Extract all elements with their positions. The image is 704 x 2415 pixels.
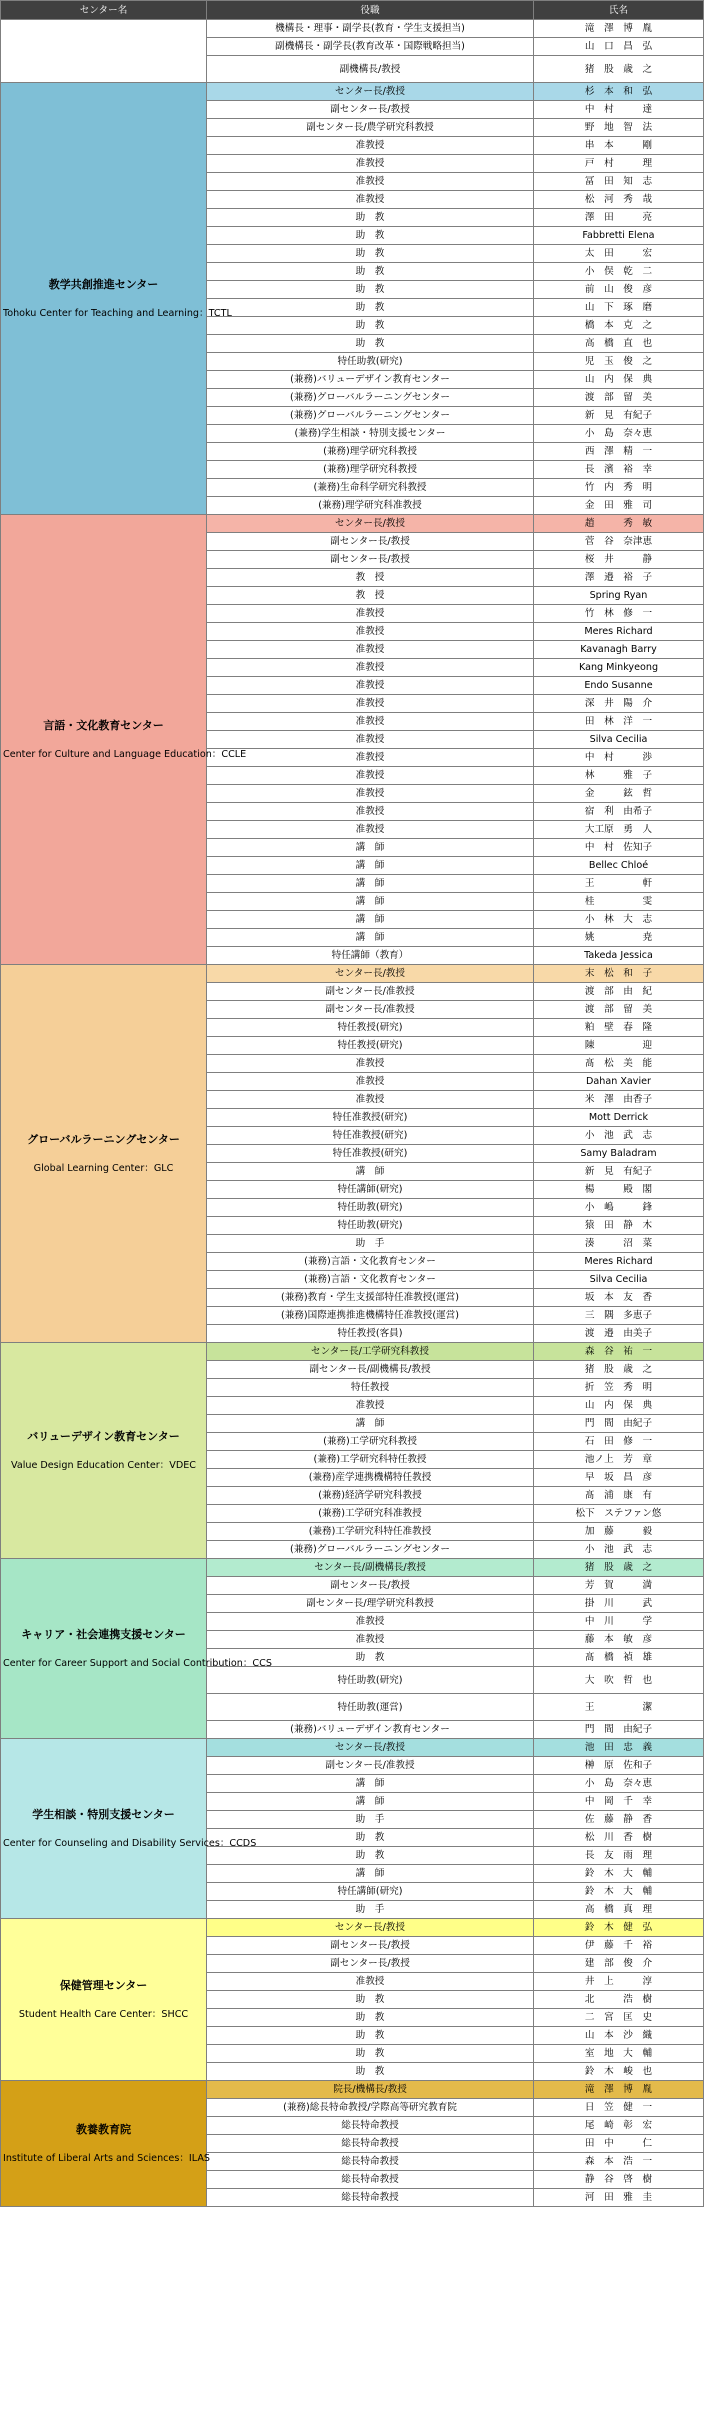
center-name-cell bbox=[1, 20, 207, 83]
role-cell: 特任准教授(研究) bbox=[207, 1127, 534, 1145]
name-cell: 金 鉉 哲 bbox=[534, 785, 704, 803]
name-cell: 坂 本 友 香 bbox=[534, 1289, 704, 1307]
name-cell: 山 本 沙 織 bbox=[534, 2027, 704, 2045]
name-cell: Silva Cecilia bbox=[534, 731, 704, 749]
name-cell: Dahan Xavier bbox=[534, 1073, 704, 1091]
role-cell: 特任教授(研究) bbox=[207, 1037, 534, 1055]
role-cell: 教 授 bbox=[207, 569, 534, 587]
name-cell: Kang Minkyeong bbox=[534, 659, 704, 677]
name-cell: 桂 雯 bbox=[534, 893, 704, 911]
role-cell: 助 教 bbox=[207, 209, 534, 227]
role-cell: (兼務)バリューデザイン教育センター bbox=[207, 1721, 534, 1739]
center-name-en: Center for Culture and Language Education：CCLE bbox=[3, 748, 247, 760]
name-cell: 池ノ上 芳 章 bbox=[534, 1451, 704, 1469]
center-name-cell bbox=[1, 965, 207, 1343]
name-cell: 王 潔 bbox=[534, 1694, 704, 1721]
role-cell: 特任准教授(研究) bbox=[207, 1145, 534, 1163]
role-cell: 特任教授 bbox=[207, 1379, 534, 1397]
name-cell: 静 谷 啓 樹 bbox=[534, 2171, 704, 2189]
name-cell: 三 隅 多恵子 bbox=[534, 1307, 704, 1325]
role-cell: センター長/教授 bbox=[207, 965, 534, 983]
name-cell: 姚 尭 bbox=[534, 929, 704, 947]
name-cell: 陳 迎 bbox=[534, 1037, 704, 1055]
center-name-cell bbox=[1, 1343, 207, 1559]
name-cell: 門 間 由紀子 bbox=[534, 1415, 704, 1433]
role-cell: 講 師 bbox=[207, 1163, 534, 1181]
name-cell: 鈴 木 健 弘 bbox=[534, 1919, 704, 1937]
role-cell: 准教授 bbox=[207, 695, 534, 713]
role-cell: 院長/機構長/教授 bbox=[207, 2081, 534, 2099]
name-cell: 渡 部 由 紀 bbox=[534, 983, 704, 1001]
name-cell: 鈴 木 峻 也 bbox=[534, 2063, 704, 2081]
name-cell: 小 林 大 志 bbox=[534, 911, 704, 929]
table-row bbox=[1, 965, 704, 983]
name-cell: 渡 邉 由美子 bbox=[534, 1325, 704, 1343]
name-cell: 高 橋 真 理 bbox=[534, 1901, 704, 1919]
role-cell: 副機構長/教授 bbox=[207, 56, 534, 83]
name-cell: 宿 利 由希子 bbox=[534, 803, 704, 821]
role-cell: 副センター長/理学研究科教授 bbox=[207, 1595, 534, 1613]
role-cell: 准教授 bbox=[207, 1613, 534, 1631]
name-cell: 折 笠 秀 明 bbox=[534, 1379, 704, 1397]
role-cell: 准教授 bbox=[207, 155, 534, 173]
role-cell: 助 教 bbox=[207, 263, 534, 281]
role-cell: 准教授 bbox=[207, 1091, 534, 1109]
center-name-en: Value Design Education Center：VDEC bbox=[11, 1459, 196, 1471]
role-cell: 講 師 bbox=[207, 1415, 534, 1433]
role-cell: 准教授 bbox=[207, 785, 534, 803]
name-cell: 鈴 木 大 輔 bbox=[534, 1883, 704, 1901]
role-cell: (兼務)学生相談・特別支援センター bbox=[207, 425, 534, 443]
name-cell: 米 澤 由香子 bbox=[534, 1091, 704, 1109]
center-name-cell bbox=[1, 2081, 210, 2207]
header-role: 役職 bbox=[207, 1, 534, 20]
name-cell: 藤 本 敏 彦 bbox=[534, 1631, 704, 1649]
role-cell: 特任教授(客員) bbox=[207, 1325, 534, 1343]
role-cell: 特任教授(研究) bbox=[207, 1019, 534, 1037]
name-cell: 山 下 琢 磨 bbox=[534, 299, 704, 317]
header-name: 氏名 bbox=[534, 1, 704, 20]
role-cell: (兼務)工学研究科教授 bbox=[207, 1433, 534, 1451]
role-cell: (兼務)理学研究科教授 bbox=[207, 443, 534, 461]
name-cell: 小 嶋 鋒 bbox=[534, 1199, 704, 1217]
name-cell: 澤 邉 裕 子 bbox=[534, 569, 704, 587]
role-cell: 副センター長/教授 bbox=[207, 101, 534, 119]
header-center: センター名 bbox=[1, 1, 207, 20]
name-cell: 高 橋 直 也 bbox=[534, 335, 704, 353]
role-cell: 総長特命教授 bbox=[207, 2171, 534, 2189]
name-cell: Meres Richard bbox=[534, 1253, 704, 1271]
name-cell: 前 山 俊 彦 bbox=[534, 281, 704, 299]
name-cell: 長 友 雨 理 bbox=[534, 1847, 704, 1865]
name-cell: 山 口 昌 弘 bbox=[534, 38, 704, 56]
role-cell: 助 教 bbox=[207, 2027, 534, 2045]
role-cell: 特任講師(研究) bbox=[207, 1181, 534, 1199]
role-cell: 助 教 bbox=[207, 281, 534, 299]
name-cell: 二 宮 匡 史 bbox=[534, 2009, 704, 2027]
name-cell: Takeda Jessica bbox=[534, 947, 704, 965]
center-name-en: Center for Career Support and Social Contribution：CCS bbox=[3, 1657, 272, 1669]
name-cell: 小 島 奈々恵 bbox=[534, 1775, 704, 1793]
name-cell: Meres Richard bbox=[534, 623, 704, 641]
name-cell: 森 谷 祐 一 bbox=[534, 1343, 704, 1361]
name-cell: 猿 田 静 木 bbox=[534, 1217, 704, 1235]
role-cell: 准教授 bbox=[207, 1397, 534, 1415]
name-cell: Silva Cecilia bbox=[534, 1271, 704, 1289]
role-cell: 准教授 bbox=[207, 1973, 534, 1991]
name-cell: 鈴 木 大 輔 bbox=[534, 1865, 704, 1883]
name-cell: 滝 澤 博 胤 bbox=[534, 20, 704, 38]
role-cell: 准教授 bbox=[207, 137, 534, 155]
role-cell: (兼務)国際連携推進機構特任准教授(運営) bbox=[207, 1307, 534, 1325]
role-cell: (兼務)工学研究科特任教授 bbox=[207, 1451, 534, 1469]
name-cell: 戸 村 理 bbox=[534, 155, 704, 173]
name-cell: 杉 本 和 弘 bbox=[534, 83, 704, 101]
role-cell: センター長/工学研究科教授 bbox=[207, 1343, 534, 1361]
name-cell: 佐 藤 静 香 bbox=[534, 1811, 704, 1829]
role-cell: 助 手 bbox=[207, 1235, 534, 1253]
name-cell: 中 村 達 bbox=[534, 101, 704, 119]
role-cell: 副センター長/准教授 bbox=[207, 1001, 534, 1019]
table-row bbox=[1, 515, 704, 533]
name-cell: 児 玉 俊 之 bbox=[534, 353, 704, 371]
name-cell: 中 岡 千 幸 bbox=[534, 1793, 704, 1811]
role-cell: 准教授 bbox=[207, 821, 534, 839]
name-cell: 髙 松 美 能 bbox=[534, 1055, 704, 1073]
role-cell: 特任准教授(研究) bbox=[207, 1109, 534, 1127]
name-cell: 松下 ステファン悠 bbox=[534, 1505, 704, 1523]
role-cell: 副センター長/副機構長/教授 bbox=[207, 1361, 534, 1379]
role-cell: (兼務)工学研究科准教授 bbox=[207, 1505, 534, 1523]
role-cell: 准教授 bbox=[207, 767, 534, 785]
role-cell: 特任助教(研究) bbox=[207, 353, 534, 371]
role-cell: 講 師 bbox=[207, 839, 534, 857]
role-cell: センター長/教授 bbox=[207, 515, 534, 533]
name-cell: 日 笠 健 一 bbox=[534, 2099, 704, 2117]
role-cell: 准教授 bbox=[207, 641, 534, 659]
role-cell: (兼務)総長特命教授/学際高等研究教育院 bbox=[207, 2099, 534, 2117]
name-cell: 小 池 武 志 bbox=[534, 1541, 704, 1559]
role-cell: 助 教 bbox=[207, 245, 534, 263]
center-name-ja: グローバルラーニングセンター bbox=[27, 1132, 180, 1146]
name-cell: 竹 林 修 一 bbox=[534, 605, 704, 623]
name-cell: 粕 壁 春 隆 bbox=[534, 1019, 704, 1037]
role-cell: (兼務)バリューデザイン教育センター bbox=[207, 371, 534, 389]
name-cell: 渡 部 留 美 bbox=[534, 1001, 704, 1019]
role-cell: 准教授 bbox=[207, 605, 534, 623]
name-cell: 澤 田 亮 bbox=[534, 209, 704, 227]
name-cell: 池 田 忠 義 bbox=[534, 1739, 704, 1757]
role-cell: (兼務)グローバルラーニングセンター bbox=[207, 389, 534, 407]
role-cell: 副センター長/准教授 bbox=[207, 983, 534, 1001]
role-cell: 助 教 bbox=[207, 335, 534, 353]
role-cell: センター長/教授 bbox=[207, 83, 534, 101]
role-cell: 講 師 bbox=[207, 1775, 534, 1793]
name-cell: 尾 崎 彰 宏 bbox=[534, 2117, 704, 2135]
table-row bbox=[1, 20, 704, 38]
role-cell: (兼務)理学研究科准教授 bbox=[207, 497, 534, 515]
role-cell: 総長特命教授 bbox=[207, 2135, 534, 2153]
table-row bbox=[1, 1919, 704, 1937]
role-cell: 准教授 bbox=[207, 191, 534, 209]
role-cell: (兼務)グローバルラーニングセンター bbox=[207, 1541, 534, 1559]
name-cell: 新 見 有紀子 bbox=[534, 1163, 704, 1181]
center-name-cell bbox=[1, 515, 247, 965]
role-cell: 副センター長/教授 bbox=[207, 1577, 534, 1595]
name-cell: 新 見 有紀子 bbox=[534, 407, 704, 425]
name-cell: 早 坂 昌 彦 bbox=[534, 1469, 704, 1487]
center-name-en: Institute of Liberal Arts and Sciences：ILAS bbox=[3, 2152, 210, 2164]
center-name-en: Center for Counseling and Disability Services：CCDS bbox=[3, 1837, 257, 1849]
role-cell: 助 教 bbox=[207, 1649, 534, 1667]
role-cell: 准教授 bbox=[207, 803, 534, 821]
role-cell: 副センター長/農学研究科教授 bbox=[207, 119, 534, 137]
name-cell: 猪 股 歳 之 bbox=[534, 1361, 704, 1379]
role-cell: 助 教 bbox=[207, 2045, 534, 2063]
name-cell: 森 本 浩 一 bbox=[534, 2153, 704, 2171]
center-name-en: Global Learning Center：GLC bbox=[33, 1162, 174, 1174]
name-cell: 小 池 武 志 bbox=[534, 1127, 704, 1145]
role-cell: 助 教 bbox=[207, 227, 534, 245]
role-cell: センター長/教授 bbox=[207, 1739, 534, 1757]
name-cell: 猪 股 歳 之 bbox=[534, 1559, 704, 1577]
role-cell: (兼務)理学研究科教授 bbox=[207, 461, 534, 479]
center-name-cell bbox=[1, 1559, 272, 1739]
role-cell: 助 教 bbox=[207, 1847, 534, 1865]
name-cell: 室 地 大 輔 bbox=[534, 2045, 704, 2063]
role-cell: センター長/副機構長/教授 bbox=[207, 1559, 534, 1577]
role-cell: 副センター長/教授 bbox=[207, 1955, 534, 1973]
name-cell: 榊 原 佐和子 bbox=[534, 1757, 704, 1775]
role-cell: 准教授 bbox=[207, 713, 534, 731]
role-cell: (兼務)グローバルラーニングセンター bbox=[207, 407, 534, 425]
table-row bbox=[1, 2081, 704, 2099]
name-cell: 建 部 俊 介 bbox=[534, 1955, 704, 1973]
center-name-ja: 教学共創推進センター bbox=[48, 277, 159, 291]
role-cell: 講 師 bbox=[207, 875, 534, 893]
role-cell: (兼務)生命科学研究科教授 bbox=[207, 479, 534, 497]
role-cell: 総長特命教授 bbox=[207, 2117, 534, 2135]
name-cell: 大工原 勇 人 bbox=[534, 821, 704, 839]
name-cell: 田 林 洋 一 bbox=[534, 713, 704, 731]
role-cell: 助 教 bbox=[207, 299, 534, 317]
role-cell: 准教授 bbox=[207, 173, 534, 191]
name-cell: Endo Susanne bbox=[534, 677, 704, 695]
name-cell: 田 中 仁 bbox=[534, 2135, 704, 2153]
role-cell: センター長/教授 bbox=[207, 1919, 534, 1937]
role-cell: (兼務)産学連携機構特任教授 bbox=[207, 1469, 534, 1487]
name-cell: 末 松 和 子 bbox=[534, 965, 704, 983]
center-name-ja: バリューデザイン教育センター bbox=[27, 1429, 180, 1443]
name-cell: 松 河 秀 哉 bbox=[534, 191, 704, 209]
role-cell: 准教授 bbox=[207, 623, 534, 641]
name-cell: 山 内 保 典 bbox=[534, 371, 704, 389]
name-cell: 中 川 学 bbox=[534, 1613, 704, 1631]
table-row bbox=[1, 83, 704, 101]
role-cell: 特任助教(研究) bbox=[207, 1667, 534, 1694]
role-cell: 助 手 bbox=[207, 1901, 534, 1919]
name-cell: 北 浩 樹 bbox=[534, 1991, 704, 2009]
name-cell: 松 川 香 樹 bbox=[534, 1829, 704, 1847]
name-cell: 湊 沼 菜 bbox=[534, 1235, 704, 1253]
name-cell: 井 上 淳 bbox=[534, 1973, 704, 1991]
center-name-cell bbox=[1, 1919, 207, 2081]
name-cell: 河 田 雅 圭 bbox=[534, 2189, 704, 2207]
name-cell: 小 島 奈々恵 bbox=[534, 425, 704, 443]
center-name-cell bbox=[1, 83, 232, 515]
center-name-cell bbox=[1, 1739, 257, 1919]
header-row bbox=[1, 1, 704, 20]
role-cell: (兼務)工学研究科特任准教授 bbox=[207, 1523, 534, 1541]
name-cell: 掛 川 武 bbox=[534, 1595, 704, 1613]
role-cell: (兼務)教育・学生支援部特任准教授(運営) bbox=[207, 1289, 534, 1307]
role-cell: 特任助教(研究) bbox=[207, 1199, 534, 1217]
name-cell: Samy Baladram bbox=[534, 1145, 704, 1163]
role-cell: 講 師 bbox=[207, 929, 534, 947]
name-cell: 冨 田 知 志 bbox=[534, 173, 704, 191]
role-cell: 機構長・理事・副学長(教育・学生支援担当) bbox=[207, 20, 534, 38]
name-cell: Bellec Chloé bbox=[534, 857, 704, 875]
name-cell: 深 井 陽 介 bbox=[534, 695, 704, 713]
center-name-ja: 保健管理センター bbox=[59, 1978, 148, 1992]
name-cell: 金 田 雅 司 bbox=[534, 497, 704, 515]
role-cell: 准教授 bbox=[207, 749, 534, 767]
name-cell: Kavanagh Barry bbox=[534, 641, 704, 659]
name-cell: 橋 本 克 之 bbox=[534, 317, 704, 335]
role-cell: 講 師 bbox=[207, 911, 534, 929]
name-cell: 西 澤 精 一 bbox=[534, 443, 704, 461]
role-cell: 准教授 bbox=[207, 731, 534, 749]
role-cell: 総長特命教授 bbox=[207, 2153, 534, 2171]
role-cell: 総長特命教授 bbox=[207, 2189, 534, 2207]
name-cell: 門 間 由紀子 bbox=[534, 1721, 704, 1739]
role-cell: 准教授 bbox=[207, 1073, 534, 1091]
name-cell: 髙 浦 康 有 bbox=[534, 1487, 704, 1505]
name-cell: 伊 藤 千 裕 bbox=[534, 1937, 704, 1955]
role-cell: 副センター長/教授 bbox=[207, 533, 534, 551]
role-cell: (兼務)言語・文化教育センター bbox=[207, 1271, 534, 1289]
name-cell: 中 村 佐知子 bbox=[534, 839, 704, 857]
name-cell: 太 田 宏 bbox=[534, 245, 704, 263]
name-cell: 加 藤 毅 bbox=[534, 1523, 704, 1541]
role-cell: 准教授 bbox=[207, 1055, 534, 1073]
role-cell: 特任助教(運営) bbox=[207, 1694, 534, 1721]
role-cell: 助 教 bbox=[207, 2063, 534, 2081]
name-cell: Mott Derrick bbox=[534, 1109, 704, 1127]
name-cell: 王 軒 bbox=[534, 875, 704, 893]
name-cell: Spring Ryan bbox=[534, 587, 704, 605]
name-cell: 野 地 智 法 bbox=[534, 119, 704, 137]
name-cell: 林 雅 子 bbox=[534, 767, 704, 785]
table-row bbox=[1, 1739, 704, 1757]
name-cell: 中 村 渉 bbox=[534, 749, 704, 767]
role-cell: 助 教 bbox=[207, 317, 534, 335]
name-cell: 大 吹 哲 也 bbox=[534, 1667, 704, 1694]
role-cell: (兼務)経済学研究科教授 bbox=[207, 1487, 534, 1505]
name-cell: 竹 内 秀 明 bbox=[534, 479, 704, 497]
center-name-ja: 教養教育院 bbox=[76, 2122, 131, 2136]
role-cell: 助 手 bbox=[207, 1811, 534, 1829]
table-row bbox=[1, 1559, 704, 1577]
role-cell: 講 師 bbox=[207, 893, 534, 911]
role-cell: 助 教 bbox=[207, 1991, 534, 2009]
name-cell: 長 濱 裕 幸 bbox=[534, 461, 704, 479]
name-cell: 渡 部 留 美 bbox=[534, 389, 704, 407]
center-name-en: Student Health Care Center：SHCC bbox=[18, 2008, 189, 2020]
name-cell: 石 田 修 一 bbox=[534, 1433, 704, 1451]
name-cell: 猪 股 歳 之 bbox=[534, 56, 704, 83]
name-cell: 菅 谷 奈津恵 bbox=[534, 533, 704, 551]
role-cell: 教 授 bbox=[207, 587, 534, 605]
name-cell: 小 俣 乾 二 bbox=[534, 263, 704, 281]
role-cell: 副センター長/教授 bbox=[207, 1937, 534, 1955]
name-cell: 山 内 保 典 bbox=[534, 1397, 704, 1415]
name-cell: 芳 賀 満 bbox=[534, 1577, 704, 1595]
role-cell: 講 師 bbox=[207, 1793, 534, 1811]
role-cell: (兼務)言語・文化教育センター bbox=[207, 1253, 534, 1271]
name-cell: Fabbretti Elena bbox=[534, 227, 704, 245]
center-name-ja: 学生相談・特別支援センター bbox=[32, 1807, 175, 1821]
role-cell: 助 教 bbox=[207, 2009, 534, 2027]
center-name-ja: キャリア・社会連携支援センター bbox=[21, 1627, 186, 1641]
center-name-en: Tohoku Center for Teaching and Learning：TCTL bbox=[3, 307, 232, 319]
role-cell: 講 師 bbox=[207, 857, 534, 875]
center-name-ja: 言語・文化教育センター bbox=[43, 718, 164, 732]
staff-table-body bbox=[1, 20, 704, 2207]
name-cell: 桜 井 静 bbox=[534, 551, 704, 569]
table-row bbox=[1, 1343, 704, 1361]
name-cell: 滝 澤 博 胤 bbox=[534, 2081, 704, 2099]
name-cell: 楊 殿 閣 bbox=[534, 1181, 704, 1199]
role-cell: 副センター長/准教授 bbox=[207, 1757, 534, 1775]
role-cell: 特任講師(研究) bbox=[207, 1883, 534, 1901]
role-cell: 特任講師（教育） bbox=[207, 947, 534, 965]
role-cell: 准教授 bbox=[207, 659, 534, 677]
role-cell: 准教授 bbox=[207, 1631, 534, 1649]
name-cell: 串 本 剛 bbox=[534, 137, 704, 155]
role-cell: 講 師 bbox=[207, 1865, 534, 1883]
role-cell: 副機構長・副学長(教育改革・国際戦略担当) bbox=[207, 38, 534, 56]
name-cell: 髙 橋 禎 雄 bbox=[534, 1649, 704, 1667]
role-cell: 特任助教(研究) bbox=[207, 1217, 534, 1235]
role-cell: 准教授 bbox=[207, 677, 534, 695]
name-cell: 趙 秀 敏 bbox=[534, 515, 704, 533]
role-cell: 助 教 bbox=[207, 1829, 534, 1847]
role-cell: 副センター長/教授 bbox=[207, 551, 534, 569]
